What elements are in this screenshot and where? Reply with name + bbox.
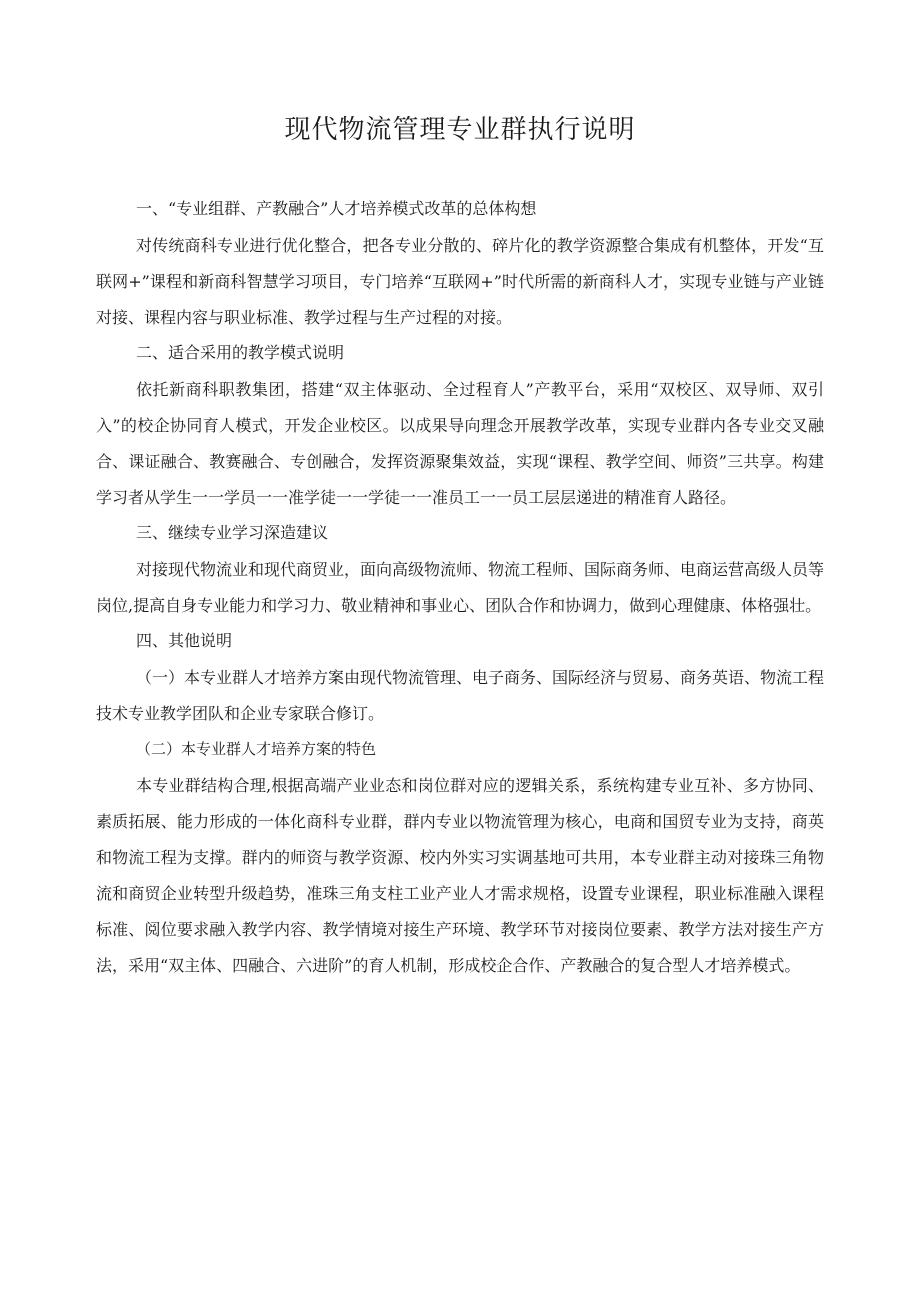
section-4-paragraph: 本专业群结构合理,根据高端产业业态和岗位群对应的逻辑关系，系统构建专业互补、多方协同、素质拓展、能力形成的一体化商科专业群，群内专业以物流管理为核心，电商和国贸专业为支持，商英和物流工程为支撑。群内的师资与教学资源、校内外实习实调基地可共用，本专业群主动对接珠三角物流和商贸企业转型升级趋势，准珠三角支柱工业产业人才需求规格，设置专业课程，职业标准融入课程标准、阅位要求融入教学内容、教学情境对接生产环境、教学环节对接岗位要素、教学方法对接生产方法，采用“双主体、四融合、六进阶”的育人机制，形成校企合作、产教融合的复合型人才培养模式。 <box>96 776 824 975</box>
section-1-paragraph: 对传统商科专业进行优化整合，把各专业分散的、碎片化的教学资源整合集成有机整体，开发“互联网+”课程和新商科智慧学习项目，专门培养“互联网+”时代所需的新商科人才，实现专业链与产业链对接、课程内容与职业标准、教学过程与生产过程的对接。 <box>96 236 824 327</box>
document-title: 现代物流管理专业群执行说明 <box>284 115 636 145</box>
section-4-subitem-2-heading: （二）本专业群人才培养方案的特色 <box>136 740 377 758</box>
section-3-paragraph: 对接现代物流业和现代商贸业，面向高级物流师、物流工程师、国际商务师、电商运营高级人员等岗位,提高自身专业能力和学习力、敬业精神和事业心、团队合作和协调力，做到心理健康、体格强壮。 <box>96 560 825 615</box>
section-2-paragraph: 依托新商科职教集团，搭建“双主体驱动、全过程育人”产教平台，采用“双校区、双导师、双引入”的校企协同育人模式，开发企业校区。以成果导向理念开展教学改革，实现专业群内各专业交叉融合、课证融合、教赛融合、专创融合，发挥资源聚集效益，实现“课程、教学空间、师资”三共享。构建学习者从学生一一学员一一准学徒一一学徒一一准员工一一员工层层递进的精准育人路径。 <box>96 380 824 507</box>
section-4-subitem-1: （一）本专业群人才培养方案由现代物流管理、电子商务、国际经济与贸易、商务英语、物流工程技术专业教学团队和企业专家联合修订。 <box>96 668 825 723</box>
section-4-heading: 四、其他说明 <box>136 631 233 650</box>
section-1-heading: 一、“专业组群、产教融合”人才培养模式改革的总体构想 <box>136 199 537 218</box>
document-page <box>96 112 824 986</box>
section-3-heading: 三、继续专业学习深造建议 <box>136 523 329 542</box>
section-2-heading: 二、适合采用的教学模式说明 <box>136 343 345 362</box>
